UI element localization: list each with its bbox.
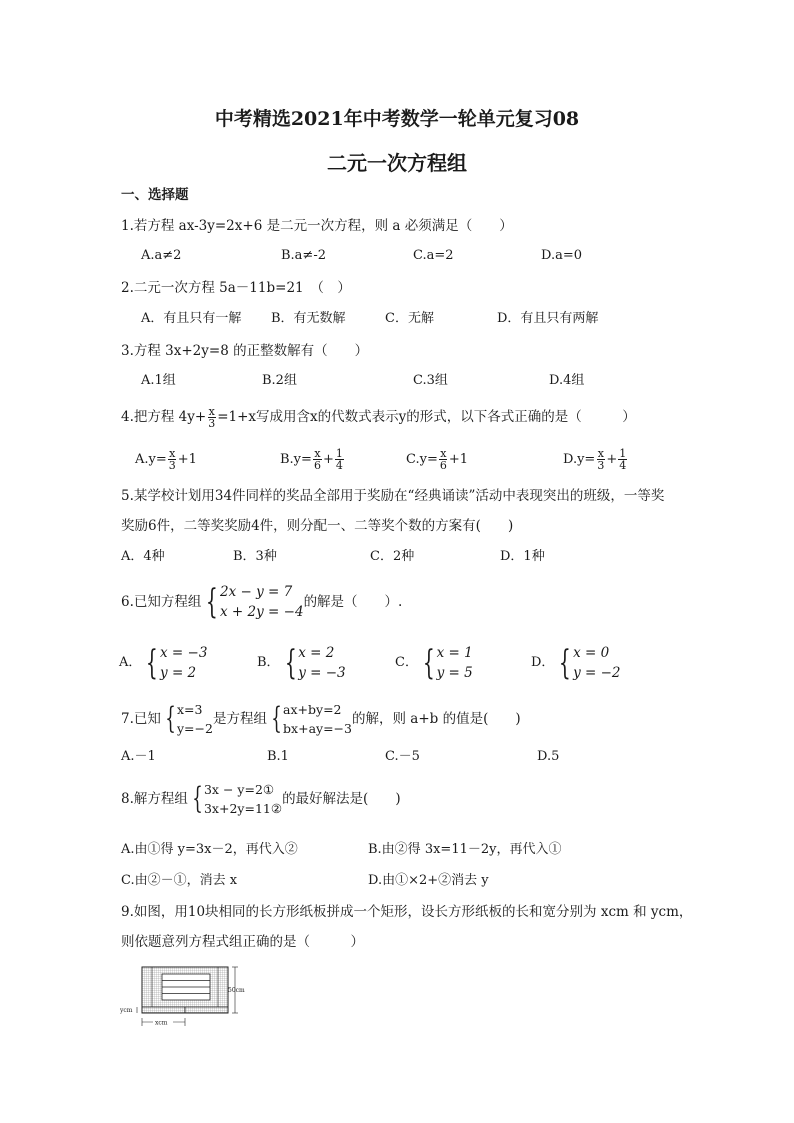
document-subtitle: 二元一次方程组 [327,151,467,175]
q4-stem-start: 4.把方程 4y+ [121,409,207,425]
rectangle-tiling-figure [120,962,246,1036]
q4-option-c: C.y= $\frac{x}{6}$ +1 [406,447,469,472]
q6-option-d: D． { x = 0 y = −2 [531,643,621,683]
question-5-line-1: 5.某学校计划用34件同样的奖品全部用于奖励在“经典诵读”活动中表现突出的班级，一等奖 [121,488,665,504]
q8-option-a: A.由①得 y=3x－2，再代入② [121,842,298,857]
q7-option-d: D.5 [537,749,560,764]
q5-option-a: A．4种 [121,549,165,564]
q5-option-b: B．3种 [233,549,277,564]
question-1-stem: 1.若方程 ax-3y=2x+6 是二元一次方程，则 a 必须满足（ ） [121,218,513,234]
q8-option-b: B.由②得 3x=11－2y，再代入① [368,842,562,857]
q1-option-d: D.a=0 [541,248,583,263]
q7-solution-system: { x=3 y=−2 [165,701,213,736]
q8-equation-system: { 3x − y=2① 3x+2y=11② [192,781,283,816]
q4-option-a: A.y= $\frac{x}{3}$ +1 [135,447,197,472]
question-4-stem [121,406,636,429]
q6-option-c: C． { x = 1 y = 5 [395,643,473,683]
question-2-stem: 2.二元一次方程 5a－11b=21 （ ） [121,280,351,296]
document-title: 中考精选2021年中考数学一轮单元复习08 [214,108,580,130]
q8-option-d: D.由①×2+②消去 y [368,873,489,888]
q3-option-a: A.1组 [141,373,176,388]
q1-option-a: A.a≠2 [141,248,182,263]
q8-option-c: C.由②－①，消去 x [121,873,238,888]
section-heading: 一、选择题 [121,187,189,203]
question-5-line-2: 奖励6件，二等奖奖励4件，则分配一、二等奖个数的方案有( ) [121,518,514,534]
q7-option-a: A.－1 [121,749,156,764]
q4-option-b: B.y= $\frac{x}{6}$ + $\frac{1}{4}$ [280,447,343,472]
question-7-stem: 7.已知 { x=3 y=−2 是方程组 { ax+by=2 bx+ay=−3 的解，则 a+b 的值是( ) [121,701,521,736]
q3-option-b: B.2组 [262,373,297,388]
q5-option-c: C．2种 [370,549,415,564]
q5-option-d: D．1种 [500,549,545,564]
question-8-stem: 8.解方程组 { 3x − y=2① 3x+2y=11② 的最好解法是( ) [121,781,401,816]
q7-option-b: B.1 [267,749,289,764]
q2-option-c: C．无解 [385,311,434,326]
q4-stem-fraction: $\frac{x}{3}$ [208,405,216,430]
q7-option-c: C.－5 [385,749,420,764]
question-9-line-2: 则依题意列方程式组正确的是（ ） [121,934,364,950]
q1-option-b: B.a≠-2 [281,248,326,263]
q4-option-d: D.y= $\frac{x}{3}$ + $\frac{1}{4}$ [563,447,627,472]
q3-option-c: C.3组 [413,373,448,388]
q2-option-a: A．有且只有一解 [141,311,242,326]
figure-label-height: 50cm [228,987,245,994]
question-3-stem: 3.方程 3x+2y=8 的正整数解有（ ） [121,343,369,359]
q6-option-a: A． { x = −3 y = 2 [119,643,208,683]
q1-option-c: C.a=2 [413,248,454,263]
figure-label-x: xcm [155,1019,168,1027]
q2-option-b: B．有无数解 [271,311,346,326]
q4-stem-end: =1+x写成用含x的代数式表示y的形式，以下各式正确的是（ ） [217,409,636,425]
q7-equation-system: { ax+by=2 bx+ay=−3 [271,701,352,736]
q6-equation-system: { 2x − y = 7 x + 2y = −4 [206,582,304,622]
question-9-line-1: 9.如图，用10块相同的长方形纸板拼成一个矩形，设长方形纸板的长和宽分别为 xcm 和 ycm， [121,904,693,920]
q3-option-d: D.4组 [549,373,585,388]
question-6-stem: 6.已知方程组 { 2x − y = 7 x + 2y = −4 的解是（ ）. [121,582,403,622]
q2-option-d: D．有且只有两解 [497,311,599,326]
figure-label-y: ycm [120,1007,133,1014]
q6-option-b: B． { x = 2 y = −3 [257,643,346,683]
